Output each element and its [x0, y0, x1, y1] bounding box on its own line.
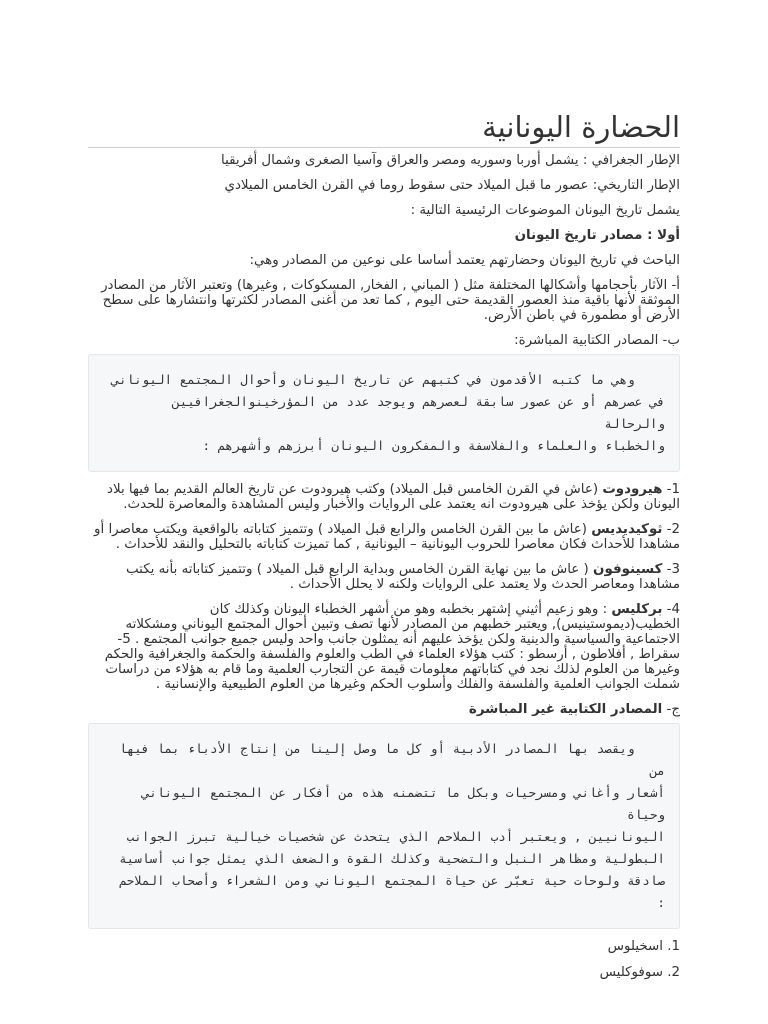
historian-name: هيرودوت [602, 482, 663, 497]
researcher-intro-paragraph: الباحث في تاريخ اليونان وحضارتهم يعتمد أساسا على نوعين من المصادر وهي: [249, 253, 680, 268]
heading-prefix: ج- [662, 702, 680, 717]
code-line: والخطباء والعلماء والفلاسفة والمفكرون اليونان أبرزهم وأشهرهم : [202, 438, 665, 453]
code-line: أشعار وأغاني ومسرحيات وبكل ما تتضمنه هذه من أفكار عن المجتمع اليوناني وحياة [134, 785, 665, 822]
antiquities-paragraph: أ- الآثار بأحجامها وأشكالها المختلفة مثل ( المباني , الفخار, المسكوكات , وغيرها) وتعتبر الآثار من المصادر الموثقة لأنها باقية منذ العصور القديمة حتى اليوم , كما تعد من أغنى المصادر لكثرتها وانتشارها على سطح الأرض أو مطمورة في باطن الأرض. [101, 278, 680, 323]
time-frame-paragraph: الإطار التاريخي: عصور ما قبل الميلاد حتى سقوط روما في القرن الخامس الميلادي [224, 178, 680, 193]
page-title: الحضارة اليونانية [88, 110, 680, 148]
list-item: 1. اسخيلوس [607, 939, 680, 954]
item-number: 2- [662, 522, 680, 537]
code-line: صادقة ولوحات حية تعبّر عن حياة المجتمع اليوناني ومن الشعراء وأصحاب الملاحم : [111, 873, 665, 910]
orator-name: بركليس [611, 602, 663, 617]
historian-description: (عاش ما بين القرن الخامس والرابع قبل الميلاد ) وتتميز كتاباته بالواقعية ويكتب معاصرا أو مشاهدا للأحداث فكان معاصرا للحروب اليونانية – اليونانية , كما تميزت كتاباته بالتحليل والنقد للأحداث . [94, 522, 680, 552]
code-line: وهي ما كتبه الأقدمون في كتبهم عن تاريخ اليونان وأحوال المجتمع اليوناني [111, 372, 665, 387]
code-block-indirect-sources [88, 723, 680, 929]
item-number: 4- [662, 602, 680, 617]
item-number: 1- [662, 482, 680, 497]
geo-frame-paragraph: الإطار الجغرافي : يشمل أوربا وسوريه ومصر والعراق وآسيا الصغرى وشمال أفريقيا [221, 153, 680, 168]
indirect-sources-heading [88, 702, 680, 717]
topics-intro-paragraph: يشمل تاريخ اليونان الموضوعات الرئيسية التالية : [410, 203, 680, 218]
poets-list [88, 939, 680, 980]
section-heading-sources: أولا : مصادر تاريخ اليونان [514, 228, 680, 243]
historian-name: ثوكيديديس [591, 522, 663, 537]
historian-description: (عاش في القرن الخامس قبل الميلاد) وكتب هيرودوت عن تاريخ العالم القديم بما فيها بلاد اليونان ولكن يؤخذ على هيرودوت انه يعتمد على الروايات والأخبار وليس المشاهدة والمعاصرة للحدث. [107, 482, 680, 512]
direct-sources-heading: ب- المصادر الكتابية المباشرة: [514, 333, 680, 348]
xenophon-paragraph [88, 562, 680, 592]
code-line: اليونانيين , ويعتبر أدب الملاحم الذي يتحدث عن شخصيات خيالية تبرز الجوانب [126, 829, 665, 844]
pericles-paragraph [88, 602, 680, 692]
code-line: في عصرهم أو عن عصور سابقة لعصرهم ويوجد عدد من المؤرخينوالجغرافيين والرحالة [164, 394, 665, 431]
list-item: 2. سوفوكليس [599, 965, 680, 980]
item-number: 3- [662, 562, 680, 577]
historian-description: ( عاش ما بين نهاية القرن الخامس وبداية الرابع قبل الميلاد ) وتتميز كتاباته بأنه يكتب مشاهدا ومعاصر الحدث ولا يعتمد على الروايات ولكنه لا يحلل الأحداث . [126, 562, 680, 592]
herodotus-paragraph [88, 482, 680, 512]
code-line: ويقصد بها المصادر الأدبية أو كل ما وصل إلينا من إنتاج الأدباء بما فيها من [111, 741, 665, 778]
code-block-direct-sources [88, 354, 680, 472]
heading-text: المصادر الكتابية غير المباشرة [468, 702, 663, 717]
historian-name: كسينوفون [593, 562, 663, 577]
orator-description: : وهو زعيم أثيني إشتهر بخطبه وهو من أشهر الخطباء اليونان وكذلك كان الخطيب(ديموستينيس), ويعتبر خطبهم من المصادر لأنها تصف وتبين أحوال المجتمع اليوناني ومشكلاته الاجتماعية والسياسية والدينية ولكن يؤخذ عليهم أنه يمثلون جانب واحد وليس جميع جوانب المجتمع . 5- سقراط , أفلاطون , أرسطو : كتب هؤلاء العلماء في الطب والعلوم والفلسفة والحكمة والجغرافية والحكم وغيرها من العلوم لذلك نجد في كتاباتهم معلومات قيمة عن التجارب العلمية وما قام به هؤلاء من دراسات شملت الجوانب العلمية والفلسفة والفلك وأسلوب الحكم وغيرها من العلوم الطبيعية والإنسانية . [104, 602, 680, 692]
document-page [88, 110, 680, 991]
thucydides-paragraph [88, 522, 680, 552]
code-line: البطولية ومظاهر النبل والتضحية وكذلك القوة والضعف الذي يمثل جوانب أساسية [119, 851, 665, 866]
